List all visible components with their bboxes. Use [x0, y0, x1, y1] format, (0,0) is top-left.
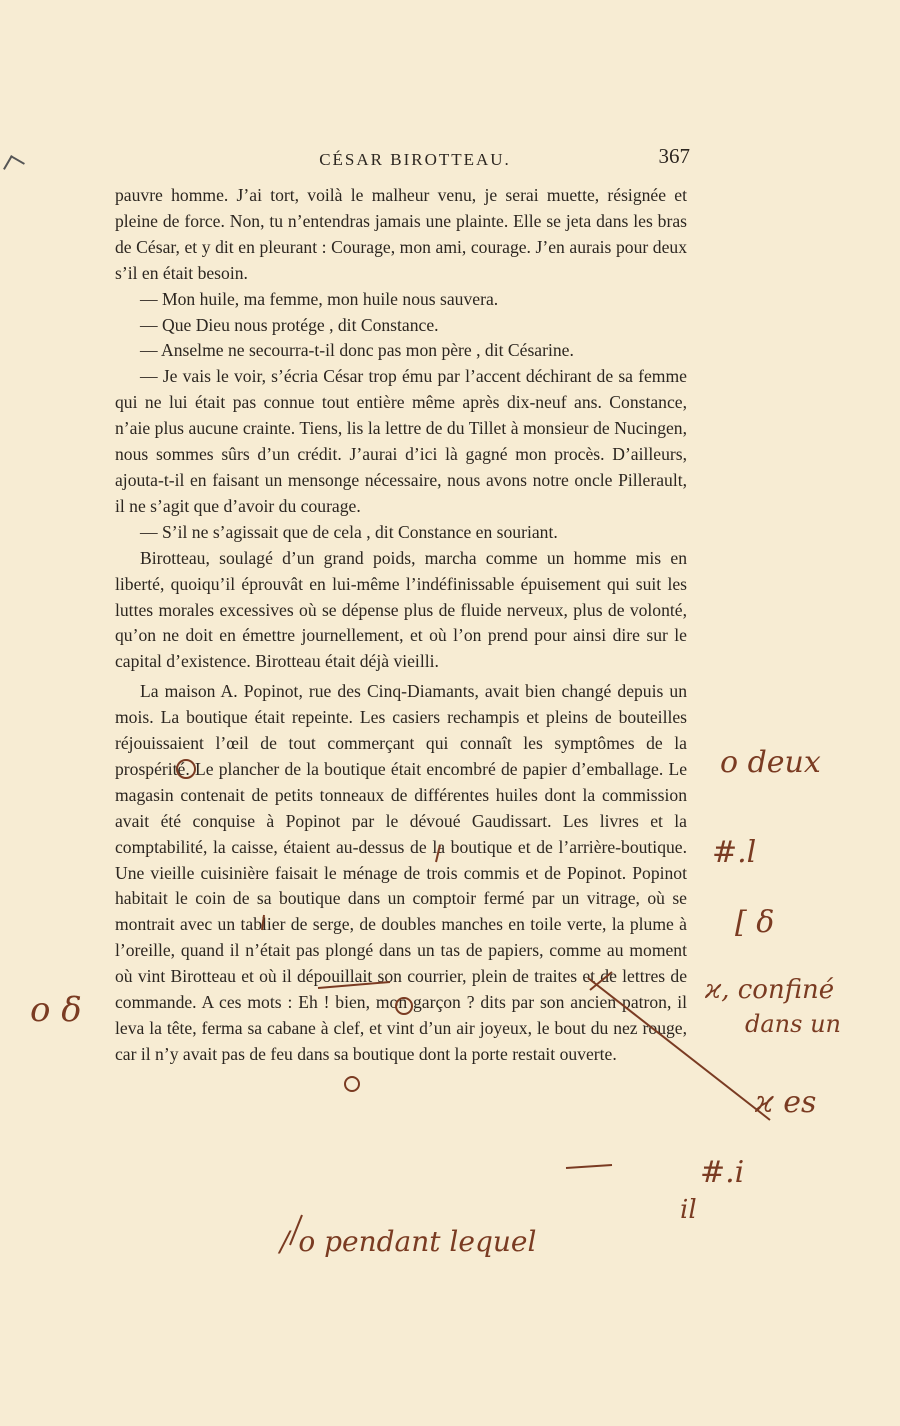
paragraph: — Je vais le voir, s’écria César trop ému par l’accent déchirant de sa femme qui ne lui était pas connue tout entière même après dix-neuf ans. Constance, n’aie plus aucune crainte. Tiens, lis la lettre de du Tillet à monsieur de Nucingen, nous sommes sûrs d’un crédit. J’aurai d’ici là gagné mon procès. D’ailleurs, ajouta-t-il en faisant un mensonge nécessaire, nous avons notre oncle Pillerault, il ne s’agit que d’avoir du courage. [115, 366, 687, 516]
page-number: 367 [658, 144, 690, 168]
margin-note-bracket: [ δ [735, 905, 775, 940]
margin-note-il: il [680, 1195, 697, 1225]
running-head [115, 144, 690, 178]
margin-note-x-es: ϰ es [755, 1085, 817, 1120]
margin-note-deux: ο deux [720, 745, 821, 780]
body-text [115, 183, 687, 1068]
paragraph: pauvre homme. J’ai tort, voilà le malheur venu, je serai muette, résignée et pleine de force. Non, tu n’entendras jamais une plainte. Elle se jeta dans les bras de César, et y dit en pleurant : Courage, mon ami, courage. J’en aurais pour deux s’il en était besoin. [115, 185, 687, 283]
margin-note-dans-un: dans un [745, 1010, 841, 1038]
insert-mark [290, 1215, 302, 1245]
paragraph: — Anselme ne secourra-t-il donc pas mon père , dit Césarine. [140, 340, 574, 361]
margin-note-hash-l: #.l [712, 835, 757, 870]
margin-note-bottom: / ο pendant lequel [280, 1225, 537, 1258]
paragraph: — Mon huile, ma femme, mon huile nous sauvera. [140, 288, 499, 309]
paragraph: Birotteau, soulagé d’un grand poids, marcha comme un homme mis en liberté, quoiqu’il éprouvât en lui-même l’indéfinissable épuisement qui suit les luttes morales excessives où se dépense plus de fluide nerveux, plus de volonté, qu’on ne doit en émettre journellement, et où l’on prend pour ainsi dire sur le capital d’existence. Birotteau était déjà vieilli. [115, 547, 687, 672]
paragraph: La maison A. Popinot, rue des Cinq-Diamants, avait bien changé depuis un mois. La boutique était repeinte. Les casiers rechampis et pleins de bouteilles réjouissaient l’œil de tout commerçant qui connaît les symptômes de la prospérité. Le plancher de la boutique était encombré de papier d’emballage. Le magasin contenait de petits tonneaux de différentes huiles dont la commission avait été conquise à Popinot par le dévoué Gaudissart. Les livres et la comptabilité, la caisse, étaient au-dessus de la boutique et de l’arrière-boutique. Une vieille cuisinière faisait le ménage de trois commis et de Popinot. Popinot habitait le coin de sa boutique dans un comptoir fermé par un vitrage, où se montrait avec un tablier de serge, de doubles manches en toile verte, la plume à l’oreille, quand il n’était pas plongé dans un tas de papiers, comme au moment où vint Birotteau et où il dépouillait son courrier, plein de traites et de lettres de commande. A ces mots : Eh ! bien, mon garçon ? dits par son ancien patron, il leva la tête, ferma sa cabane à clef, et vint d’un air joyeux, le bout du nez rouge, car il n’y avait pas de feu dans sa boutique dont la porte restait ouverte. [115, 681, 687, 1064]
circle-mark [345, 1077, 359, 1091]
paragraph: — Que Dieu nous protége , dit Constance. [140, 314, 439, 335]
running-title: CÉSAR BIROTTEAU. [319, 150, 511, 169]
margin-note-od: ο δ [30, 990, 82, 1030]
edge-tick-mark [3, 155, 25, 177]
margin-note-confine: ϰ, confiné [705, 975, 835, 1005]
strike-mark [566, 1165, 612, 1168]
margin-note-hash-i: #.i [700, 1155, 745, 1190]
paragraph: — S’il ne s’agissait que de cela , dit Constance en souriant. [140, 521, 558, 542]
